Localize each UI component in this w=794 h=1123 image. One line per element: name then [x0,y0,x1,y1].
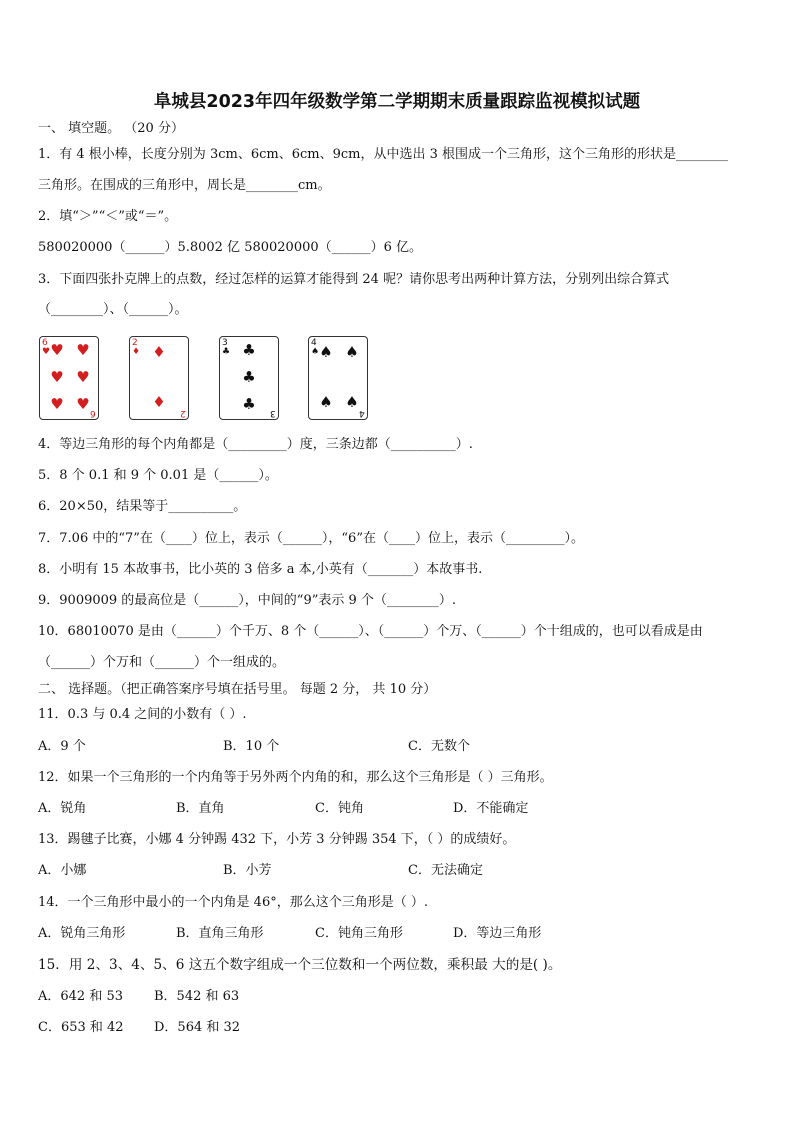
question-7: 7．7.06 中的“7”在（____）位上，表示（______），“6”在（____）位上，表示（_________）。 [38,531,584,546]
question-2-line-1: 2．填“＞”“＜”或“＝”。 [38,209,178,224]
question-1-line-2: 三角形。在围成的三角形中，周长是________cm。 [38,178,331,193]
spade-icon: ♠ [319,343,333,361]
diamond-icon: ♦ [152,343,166,361]
question-4: 4．等边三角形的每个内角都是（_________）度，三条边都（__________）. [38,437,473,452]
option-c: C．无法确定 [408,863,483,878]
card-rank-bottom: 6 [90,408,96,418]
club-icon: ♣ [242,395,256,413]
option-c: C．无数个 [408,739,470,754]
question-11: 11．0.3 与 0.4 之间的小数有（ ）. [38,707,247,722]
heart-icon: ♥ [76,341,90,359]
option-a: A．9 个 [38,739,86,754]
question-10-line-2: （______）个万和（______）个一组成的。 [38,655,286,670]
spade-icon: ♠ [319,393,333,411]
card-rank-bottom: 4 [359,408,365,418]
card-rank: 3 ♣ [222,338,231,357]
option-b: B．542 和 63 [154,989,240,1004]
heart-icon: ♥ [76,395,90,413]
question-1-line-1: 1．有 4 根小棒，长度分别为 3cm、6cm、6cm、9cm，从中选出 3 根围成一个三角形，这个三角形的形状是________ [38,147,728,162]
card-rank: 4 ♠ [311,338,320,357]
option-c: C．钝角三角形 [315,926,403,941]
section-2-heading: 二、 选择题。（把正确答案序号填在括号里。 每题 2 分， 共 10 分） [38,682,437,697]
question-2-line-2: 580020000（______）5.8002 亿 580020000（______）6 亿。 [38,240,423,255]
question-14: 14．一个三角形中最小的一个内角是 46°，那么这个三角形是（ ）. [38,895,428,910]
question-5: 5．8 个 0.1 和 9 个 0.01 是（______）。 [38,468,278,483]
card-rank: 6 ♥ [42,338,51,357]
question-6: 6．20×50，结果等于__________。 [38,499,247,514]
card-rank-bottom: 3 [270,408,276,418]
option-a: A．小娜 [38,863,87,878]
card-rank-bottom: 2 [180,408,186,418]
option-c: C．钝角 [315,801,364,816]
option-d: D．等边三角形 [453,926,542,941]
option-b: B．直角三角形 [176,926,264,941]
playing-card-3-clubs [219,336,279,420]
question-15: 15．用 2、3、4、5、6 这五个数字组成一个三位数和一个两位数，乘积最 大的是( )。 [38,957,562,973]
question-3-line-1: 3．下面四张扑克牌上的点数，经过怎样的运算才能得到 24 呢？请你思考出两种计算方法，分别列出综合算式 [38,272,670,287]
club-icon: ♣ [242,341,256,359]
page-title: 阜城县2023年四年级数学第二学期期末质量跟踪监视模拟试题 [153,92,641,112]
heart-icon: ♥ [50,341,64,359]
heart-icon: ♥ [50,368,64,386]
question-3-line-2: （________）、（______）。 [38,302,188,317]
heart-icon: ♥ [76,368,90,386]
option-b: B．直角 [176,801,225,816]
option-a: A．642 和 53 [38,989,124,1004]
question-13: 13．踢毽子比赛，小娜 4 分钟踢 432 下，小芳 3 分钟踢 354 下，（ ）的成绩好。 [38,832,516,847]
playing-card-4-spades [308,336,368,420]
option-b: B．小芳 [223,863,272,878]
question-10-line-1: 10．68010070 是由（______）个千万、8 个（______）、（______）个万、（______）个十组成的，也可以看成是由 [38,624,703,639]
playing-card-2-diamonds [129,336,189,420]
option-c: C．653 和 42 [38,1020,124,1035]
section-1-heading: 一、 填空题。 （20 分） [38,121,184,136]
playing-card-6-hearts [39,336,99,420]
spade-icon: ♠ [345,393,359,411]
question-8: 8．小明有 15 本故事书，比小英的 3 倍多 a 本,小英有（_______）本故事书. [38,562,483,577]
card-rank: 2 ♦ [132,338,141,357]
spade-icon: ♠ [345,343,359,361]
heart-icon: ♥ [50,395,64,413]
option-d: D．不能确定 [453,801,529,816]
club-icon: ♣ [242,368,256,386]
diamond-icon: ♦ [152,393,166,411]
question-12: 12．如果一个三角形的一个内角等于另外两个内角的和，那么这个三角形是（ ）三角形。 [38,770,553,785]
option-a: A．锐角 [38,801,87,816]
option-d: D．564 和 32 [154,1020,241,1035]
question-9: 9．9009009 的最高位是（______），中间的“9”表示 9 个（________）. [38,593,457,608]
option-b: B．10 个 [223,739,280,754]
option-a: A．锐角三角形 [38,926,126,941]
